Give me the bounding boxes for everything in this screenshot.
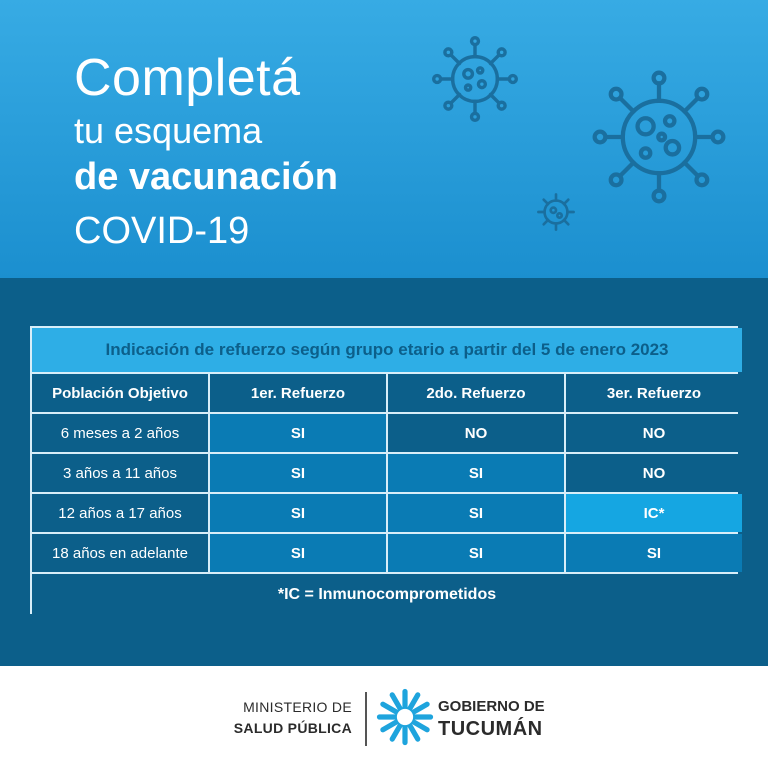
footer-logos bbox=[0, 666, 768, 768]
header-poblacion: Población Objetivo bbox=[32, 374, 208, 412]
booster-table bbox=[30, 326, 738, 614]
row-label: 12 años a 17 años bbox=[32, 494, 208, 532]
table-cell: NO bbox=[566, 414, 742, 452]
ministry-line-1: MINISTERIO DE bbox=[243, 699, 352, 715]
table-cell: SI bbox=[388, 454, 564, 492]
virus-icon-small bbox=[534, 190, 578, 234]
table-cell: NO bbox=[566, 454, 742, 492]
table-cell: SI bbox=[566, 534, 742, 572]
table-cell: SI bbox=[210, 494, 386, 532]
header-refuerzo-3: 3er. Refuerzo bbox=[566, 374, 742, 412]
logo-divider bbox=[365, 692, 367, 746]
table-cell: SI bbox=[388, 534, 564, 572]
table-cell: NO bbox=[388, 414, 564, 452]
table-cell: SI bbox=[388, 494, 564, 532]
row-label: 18 años en adelante bbox=[32, 534, 208, 572]
header-refuerzo-1: 1er. Refuerzo bbox=[210, 374, 386, 412]
gov-line-2: TUCUMÁN bbox=[438, 718, 543, 740]
table-footnote: *IC = Inmunocomprometidos bbox=[32, 574, 742, 616]
headline-covid: COVID-19 bbox=[74, 210, 250, 252]
header-refuerzo-2: 2do. Refuerzo bbox=[388, 374, 564, 412]
tucuman-sun-logo bbox=[376, 688, 434, 746]
headline-vacunacion: de vacunación bbox=[74, 156, 338, 198]
table-title: Indicación de refuerzo según grupo etario a partir del 5 de enero 2023 bbox=[32, 328, 742, 372]
virus-icon bbox=[432, 36, 518, 122]
table-cell: SI bbox=[210, 414, 386, 452]
ministry-line-2: SALUD PÚBLICA bbox=[233, 720, 352, 736]
table-cell: SI bbox=[210, 454, 386, 492]
row-label: 3 años a 11 años bbox=[32, 454, 208, 492]
row-label: 6 meses a 2 años bbox=[32, 414, 208, 452]
headline-completa: Completá bbox=[74, 49, 301, 107]
virus-icon-large bbox=[592, 70, 726, 204]
table-cell: SI bbox=[210, 534, 386, 572]
headline-esquema: tu esquema bbox=[74, 110, 263, 151]
hero-banner bbox=[0, 0, 768, 278]
table-cell: IC* bbox=[566, 494, 742, 532]
gov-line-1: GOBIERNO DE bbox=[438, 698, 545, 715]
